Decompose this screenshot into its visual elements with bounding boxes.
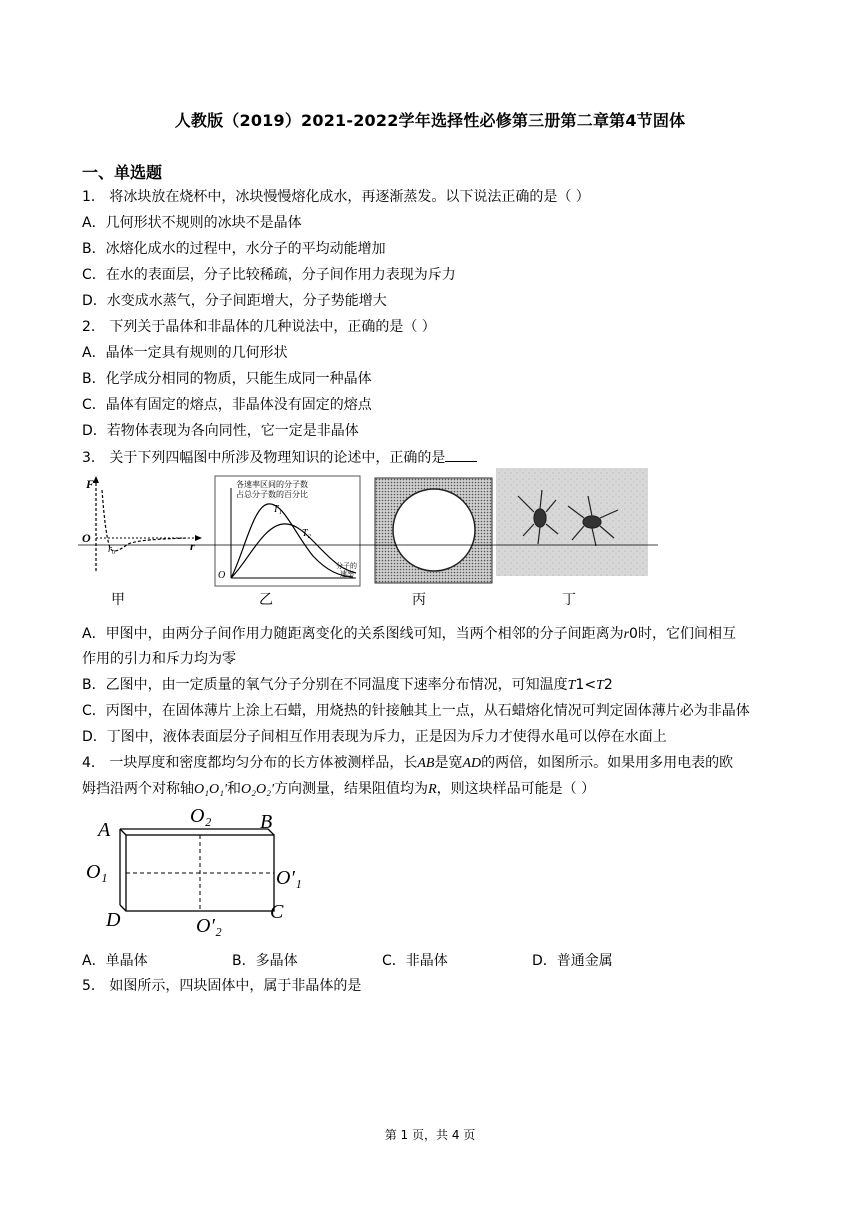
page-footer: 第 1 页，共 4 页 xyxy=(384,1128,476,1142)
section-heading: 一、单选题 xyxy=(82,163,163,182)
question-4-option-b: B．多晶体 xyxy=(232,953,298,969)
question-3-option-c: C．丙图中，在固体薄片上涂上石蜡，用烧热的针接触其上一点，从石蜡熔化情况可判定固体薄片必为非晶体 xyxy=(82,703,750,719)
vertex-d-label: D xyxy=(106,909,121,931)
axis-o1-label: O₁ xyxy=(86,861,108,883)
question-1-option-a: A．几何形状不规则的冰块不是晶体 xyxy=(82,215,302,231)
jia-f-label: F xyxy=(86,477,95,491)
axis-o2-prime-label: O′₂ xyxy=(196,915,222,937)
yi-y-label-line1: 各速率区间的分子数 xyxy=(236,480,308,489)
axis-o1-prime-label: O′₁ xyxy=(276,867,302,889)
vertex-c-label: C xyxy=(270,901,284,923)
caption-yi: 乙 xyxy=(259,593,273,608)
yi-t2-label: T₂ xyxy=(302,528,312,539)
question-1-option-b: B．冰熔化成水的过程中，水分子的平均动能增加 xyxy=(82,241,386,257)
yi-x-label-line1: 分子的 xyxy=(336,562,357,570)
question-4-stem-line1: 4． 一块厚度和密度都均匀分布的长方体被测样品，长AB是宽AD的两倍，如图所示。如果用多用电表的欧 xyxy=(82,755,734,771)
question-3-stem: 3． 关于下列四幅图中所涉及物理知识的论述中，正确的是 xyxy=(82,447,477,468)
question-4-option-d: D．普通金属 xyxy=(532,953,613,969)
vertex-b-label: B xyxy=(260,811,273,833)
figure-bing-wax-disc xyxy=(375,478,492,583)
page-title: 人教版（2019）2021-2022学年选择性必修第三册第二章第4节固体 xyxy=(174,111,686,130)
vertex-a-label: A xyxy=(98,819,111,841)
question-3-option-a-line2: 作用的引力和斥力均为零 xyxy=(82,651,236,667)
figure-ding-water-striders xyxy=(496,468,648,576)
jia-o-label: O xyxy=(82,531,91,545)
jia-r-label: r xyxy=(190,539,195,553)
caption-ding: 丁 xyxy=(562,593,576,608)
question-3-option-b: B．乙图中，由一定质量的氧气分子分别在不同温度下速率分布情况，可知温度T1<T2 xyxy=(82,677,613,693)
question-2-option-b: B．化学成分相同的物质，只能生成同一种晶体 xyxy=(82,371,372,387)
question-4-stem-line2: 姆挡沿两个对称轴O₁O₁′和O₂O₂′方向测量，结果阻值均为R，则这块样品可能是（ ） xyxy=(82,781,596,797)
jia-r0-label: r₀ xyxy=(108,544,116,555)
axis-o2-label: O₂ xyxy=(190,805,212,827)
yi-y-label-line2: 占总分子数的百分比 xyxy=(236,490,308,499)
yi-t1-label: T₁ xyxy=(273,504,283,515)
question-2-option-d: D．若物体表现为各向同性，它一定是非晶体 xyxy=(82,423,359,439)
yi-o-label: O xyxy=(218,570,226,581)
question-5-stem: 5． 如图所示，四块固体中，属于非晶体的是 xyxy=(82,978,362,994)
question-1-stem: 1． 将冰块放在烧杯中，冰块慢慢熔化成水，再逐渐蒸发。以下说法正确的是（ ） xyxy=(82,189,590,205)
caption-bing: 丙 xyxy=(412,593,426,608)
caption-jia: 甲 xyxy=(111,593,125,608)
question-1-option-c: C．在水的表面层，分子比较稀疏，分子间作用力表现为斥力 xyxy=(82,267,456,283)
question-4-option-a: A．单晶体 xyxy=(82,953,148,969)
question-4-option-c: C．非晶体 xyxy=(382,953,448,969)
question-2-stem: 2． 下列关于晶体和非晶体的几种说法中，正确的是（ ） xyxy=(82,319,436,335)
question-3-option-a-line1: A．甲图中，由两分子间作用力随距离变化的关系图线可知，当两个相邻的分子间距离为r0时，它们间相互 xyxy=(82,626,736,642)
question-4-figure xyxy=(82,800,322,945)
question-2-option-c: C．晶体有固定的熔点，非晶体没有固定的熔点 xyxy=(82,397,372,413)
question-3-option-d: D．丁图中，液体表面层分子间相互作用表现为斥力，正是因为斥力才使得水黾可以停在水面上 xyxy=(82,729,667,745)
question-3-figure xyxy=(78,466,658,611)
question-1-option-d: D．水变成水蒸气，分子间距增大，分子势能增大 xyxy=(82,293,387,309)
figure-yi-speed-distribution xyxy=(215,476,360,586)
yi-x-label-line2: 速率 xyxy=(340,570,354,578)
question-2-option-a: A．晶体一定具有规则的几何形状 xyxy=(82,345,288,361)
figure-jia-force-curve xyxy=(82,476,202,571)
